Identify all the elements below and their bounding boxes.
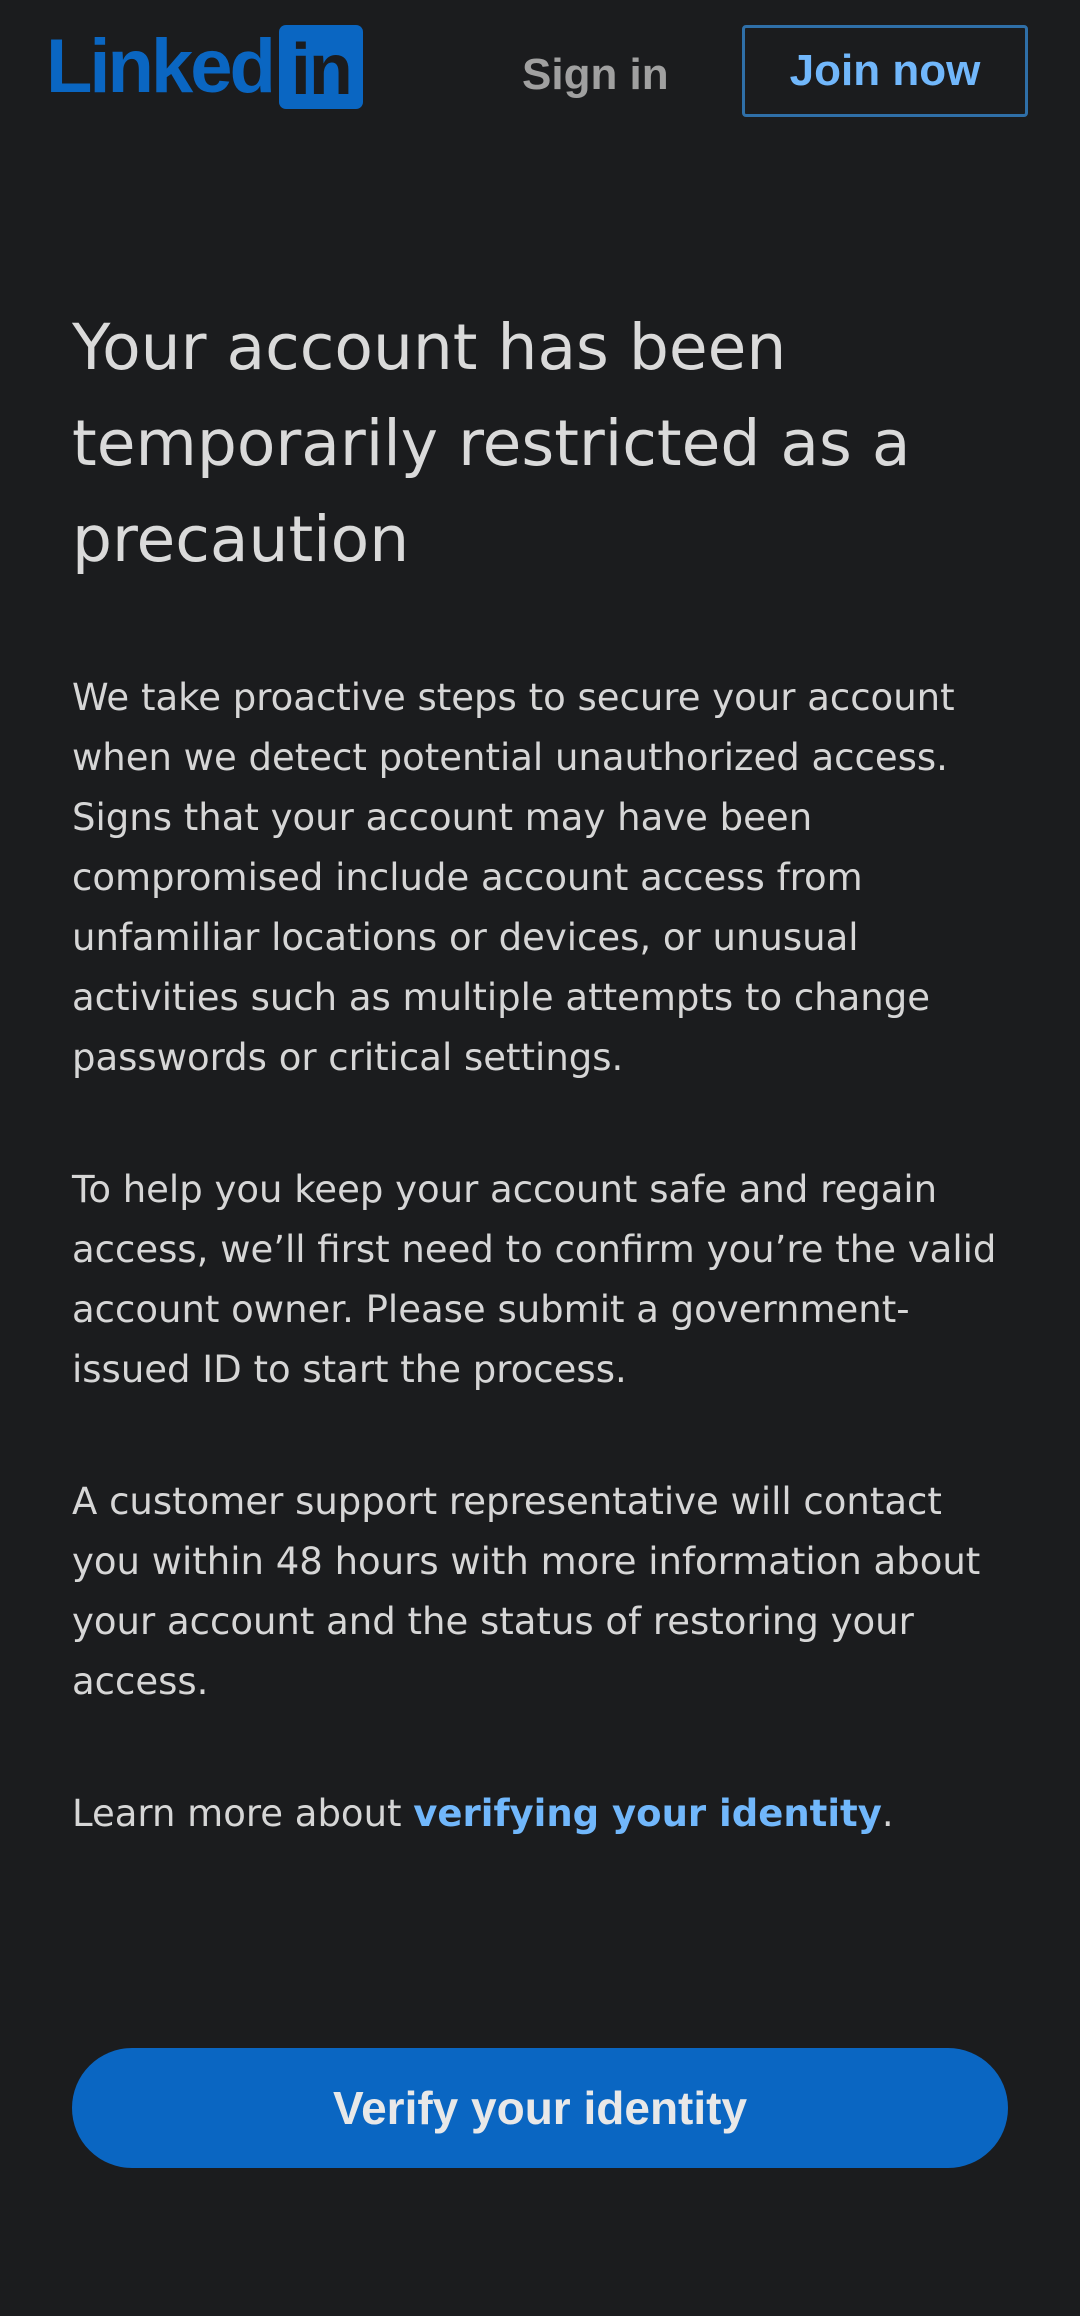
verifying-identity-link[interactable]: verifying your identity xyxy=(413,1792,882,1835)
verify-identity-button[interactable]: Verify your identity xyxy=(72,2048,1008,2168)
top-header xyxy=(0,0,1080,140)
learn-more-suffix: . xyxy=(881,1792,894,1835)
linkedin-logo[interactable] xyxy=(46,24,363,110)
logo-in-text: in xyxy=(290,30,351,110)
paragraph-unauthorized-access: We take proactive steps to secure your account when we detect potential unauthorized access. Signs that your account may have been compromised include account access from unfamiliar locations or devices, or unusual activities such as multiple attempts to change passwords or critical settings. xyxy=(72,676,955,1079)
logo-in-box xyxy=(279,25,363,109)
learn-more-prefix: Learn more about xyxy=(72,1792,414,1835)
paragraph-support-contact: A customer support representative will contact you within 48 hours with more information about your account and the status of restoring your access. xyxy=(72,1480,981,1703)
logo-wordmark: Linked xyxy=(46,24,273,109)
paragraph-confirm-owner: To help you keep your account safe and regain access, we’ll first need to confirm you’re the valid account owner. Please submit a government-issued ID to start the process. xyxy=(72,1168,997,1391)
main-content xyxy=(72,300,1012,1844)
page-title: Your account has been temporarily restricted as a precaution xyxy=(72,311,911,576)
sign-in-link[interactable]: Sign in xyxy=(522,50,669,99)
learn-more-line xyxy=(72,1784,1012,1844)
join-now-button[interactable]: Join now xyxy=(742,25,1028,117)
